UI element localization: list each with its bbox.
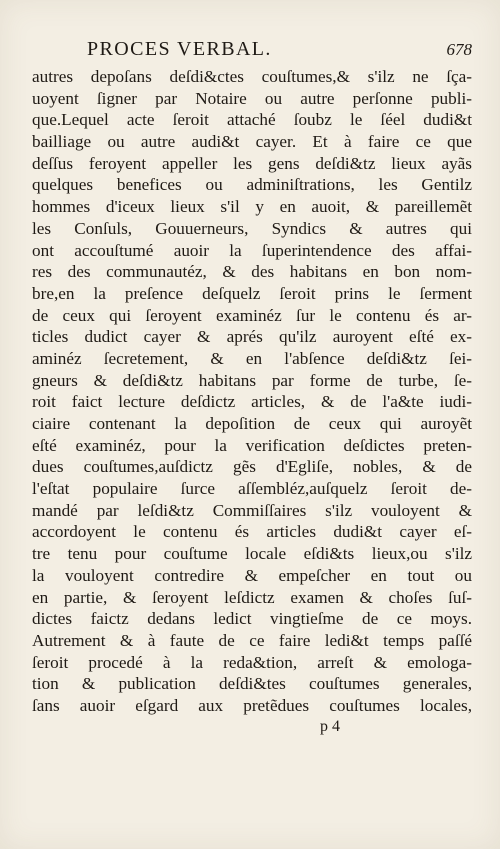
text-line: de ceux qui ſeroyent examinéz ſur le contenu és ar-: [32, 305, 472, 325]
text-line: dictes faictz dedans ledict vingtieſme de ce moys.: [32, 609, 472, 629]
text-line: en partie, & ſeroyent leſdictz examen & choſes ſuſ-: [32, 587, 472, 607]
text-line: deſſus feroyent appeller les gens deſdi&tz lieux ayãs: [32, 153, 472, 173]
text-line: mandé par leſdi&tz Commiſſaires s'ilz vouloyent &: [32, 500, 472, 520]
text-line: l'eſtat populaire ſurce aſſembléz,auſquelz ſeroit de-: [32, 479, 472, 499]
text-line: bre,en la preſence deſquelz ſeroit prins le ſerment: [32, 283, 472, 303]
text-line: quelques benefices ou adminiſtrations, les Gentilz: [32, 175, 472, 195]
text-line: accordoyent le contenu és articles dudi&t cayer eſ-: [32, 522, 472, 542]
running-head: PROCES VERBAL.: [87, 38, 272, 60]
text-line: que.Lequel acte ſeroit attaché ſoubz le ſéel dudi&t: [32, 110, 472, 130]
text-line: Autrement & à faute de ce faire ledi&t temps paſſé: [32, 630, 472, 650]
text-line: tion & publication deſdi&tes couſtumes generales,: [32, 674, 472, 694]
text-line: aminéz ſecretement, & en l'abſence deſdi&tz ſei-: [32, 348, 472, 368]
text-line: ont accouſtumé auoir la ſuperintendence des affai-: [32, 240, 472, 260]
signature-mark: p 4: [320, 718, 340, 735]
text-line: eſté examinéz, pour la verification deſdictes preten-: [32, 435, 472, 455]
text-line: res des communautéz, & des habitans en bon nom-: [32, 262, 472, 282]
page-number: 678: [446, 40, 472, 59]
text-line: autres depoſans deſdi&ctes couſtumes,& s'ilz ne ſça-: [32, 67, 472, 86]
text-line: ciaire contenant la depoſition de ceux qui auroyẽt: [32, 414, 472, 433]
text-line: ſeroit procedé à la reda&tion, arreſt & emologa-: [32, 652, 472, 672]
text-line: dues couſtumes,auſdictz gẽs d'Egliſe, nobles, & de: [32, 457, 472, 477]
text-line: la vouloyent contredire & empeſcher en tout ou: [32, 565, 472, 585]
page-header: [32, 38, 472, 64]
text-line: ticles dudict cayer & aprés qu'ilz auroyent eſté ex-: [32, 327, 472, 347]
body-text: [32, 66, 472, 717]
text-line: gneurs & deſdi&tz habitans par forme de turbe, ſe-: [32, 370, 472, 390]
text-line: ſans auoir eſgard aux pretẽdues couſtumes locales,: [32, 695, 472, 715]
text-line: tre tenu pour couſtume locale eſdi&ts lieux,ou s'ilz: [32, 544, 472, 564]
text-line: uoyent ſigner par Notaire ou autre perſonne publi-: [32, 88, 472, 108]
text-line: les Conſuls, Gouuerneurs, Syndics & autres qui: [32, 218, 472, 238]
text-line: hommes d'iceux lieux s'il y en auoit, & pareillemẽt: [32, 197, 472, 217]
text-line: roit faict lecture deſdictz articles, & de l'a&te iudi-: [32, 392, 472, 412]
text-line: bailliage ou autre audi&t cayer. Et à faire ce que: [32, 132, 472, 152]
